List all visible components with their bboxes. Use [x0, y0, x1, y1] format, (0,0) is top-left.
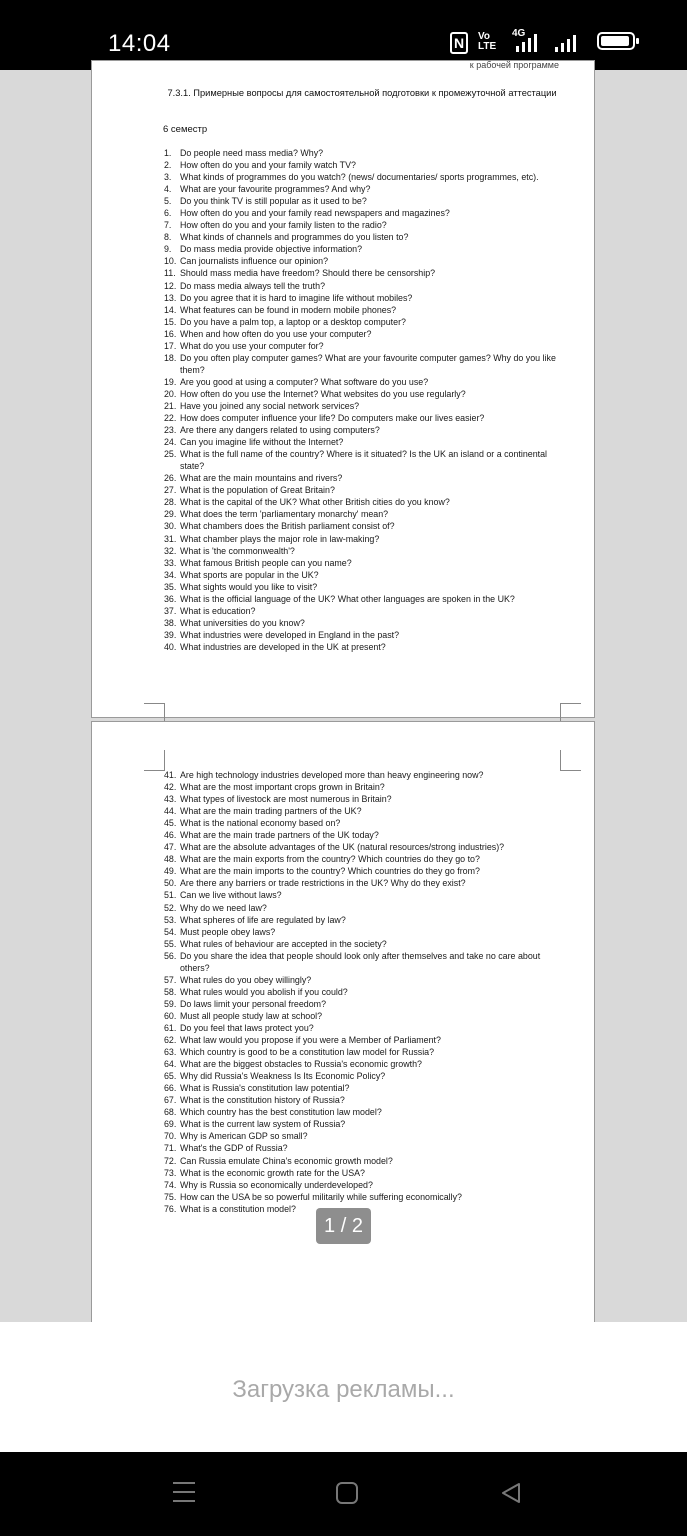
question-text: What is 'the commonwealth'?	[180, 545, 295, 556]
question-number: 27.	[164, 485, 177, 496]
question-number: 12.	[164, 280, 177, 291]
network-type-label: 4G	[512, 28, 526, 39]
question-text: What spheres of life are regulated by law?	[180, 914, 346, 925]
question-text: Are high technology industries developed more than heavy engineering now?	[180, 770, 484, 780]
question-number: 46.	[164, 830, 177, 841]
question-number: 8.	[164, 232, 172, 243]
question-item	[164, 352, 560, 376]
question-text: What is the population of Great Britain?	[180, 485, 335, 496]
question-text: How often do you and your family read newspapers and magazines?	[180, 208, 450, 219]
question-text: What are the main imports to the country? Which countries do they go from?	[180, 866, 480, 877]
question-text: What famous British people can you name?	[180, 557, 352, 568]
question-text: How often do you use the Internet? What websites do you use regularly?	[180, 388, 466, 399]
question-text: Do you have a palm top, a laptop or a desktop computer?	[180, 316, 406, 327]
nfc-icon: N	[450, 32, 468, 54]
question-text: What's the GDP of Russia?	[180, 1143, 288, 1154]
question-number: 56.	[164, 950, 177, 961]
question-item	[164, 171, 560, 183]
question-item	[164, 865, 560, 877]
question-item	[164, 1022, 560, 1034]
question-text: Which country is good to be a constitution law model for Russia?	[180, 1047, 435, 1058]
question-number: 73.	[164, 1167, 177, 1178]
question-item	[164, 328, 560, 340]
question-text: How often do you and your family listen to the radio?	[180, 220, 387, 231]
question-number: 16.	[164, 328, 177, 339]
question-number: 62.	[164, 1035, 177, 1046]
question-text: Can you imagine life without the Internet?	[180, 437, 344, 448]
question-text: Have you joined any social network services?	[180, 400, 360, 411]
question-text: How can the USA be so powerful militarily while suffering economically?	[180, 1191, 462, 1202]
question-number: 60.	[164, 1010, 177, 1021]
question-number: 34.	[164, 569, 177, 580]
question-item	[164, 231, 560, 243]
question-text: What rules do you obey willingly?	[180, 974, 312, 985]
question-number: 7.	[164, 220, 172, 231]
question-text: Which country has the best constitution law model?	[180, 1107, 382, 1118]
question-text: What are the most important crops grown in Britain?	[180, 782, 385, 793]
question-item	[164, 889, 560, 901]
question-number: 19.	[164, 376, 177, 387]
document-viewer[interactable]	[0, 60, 687, 1322]
question-number: 57.	[164, 974, 177, 985]
question-item	[164, 1046, 560, 1058]
question-number: 18.	[164, 352, 177, 363]
question-text: What is the constitution history of Russia?	[180, 1095, 345, 1106]
question-text: What kinds of programmes do you watch? (news/ documentaries/ sports programmes, etc).	[180, 172, 539, 183]
question-text: What are the main trade partners of the UK today?	[180, 830, 379, 841]
ad-banner[interactable]	[0, 1322, 687, 1452]
question-text: What is Russia's constitution law potential?	[180, 1083, 350, 1094]
question-text: Why do we need law?	[180, 902, 267, 913]
question-number: 17.	[164, 340, 177, 351]
question-text: What chambers does the British parliament consist of?	[180, 521, 395, 532]
question-text: What are the main exports from the country? Which countries do they go to?	[180, 854, 480, 865]
question-item	[164, 412, 560, 424]
question-item	[164, 817, 560, 829]
question-text: Why did Russia's Weakness Is Its Economic Policy?	[180, 1071, 386, 1082]
question-item	[164, 1106, 560, 1118]
question-text: Can Russia emulate China's economic growth model?	[180, 1155, 393, 1166]
question-item	[164, 545, 560, 557]
question-item	[164, 292, 560, 304]
question-item	[164, 877, 560, 889]
question-text: What is education?	[180, 605, 256, 616]
question-item	[164, 304, 560, 316]
question-text: What sights would you like to visit?	[180, 581, 318, 592]
question-item	[164, 926, 560, 938]
question-text: What is the official language of the UK? What other languages are spoken in the UK?	[180, 593, 515, 604]
question-item	[164, 629, 560, 641]
question-text: Can journalists influence our opinion?	[180, 256, 329, 267]
page-corner-mark	[144, 750, 165, 771]
question-number: 31.	[164, 533, 177, 544]
question-number: 36.	[164, 593, 177, 604]
question-text: Are there any dangers related to using computers?	[180, 425, 380, 436]
question-number: 59.	[164, 998, 177, 1009]
question-number: 13.	[164, 292, 177, 303]
question-number: 33.	[164, 557, 177, 568]
question-item	[164, 520, 560, 532]
question-number: 75.	[164, 1191, 177, 1202]
question-number: 65.	[164, 1071, 177, 1082]
question-text: How does computer influence your life? Do computers make our lives easier?	[180, 413, 485, 424]
question-text: Can we live without laws?	[180, 890, 282, 901]
question-item	[164, 183, 560, 195]
home-icon[interactable]	[336, 1482, 358, 1504]
question-text: Do you think TV is still popular as it used to be?	[180, 196, 367, 207]
question-number: 66.	[164, 1083, 177, 1094]
question-text: When and how often do you use your computer?	[180, 328, 372, 339]
question-item	[164, 255, 560, 267]
ad-loading-text: Загрузка рекламы...	[232, 1376, 455, 1403]
question-number: 43.	[164, 794, 177, 805]
question-item	[164, 1070, 560, 1082]
question-number: 69.	[164, 1119, 177, 1130]
question-text: What is the capital of the UK? What other British cities do you know?	[180, 497, 450, 508]
question-number: 1.	[164, 148, 172, 158]
question-text: What types of livestock are most numerous in Britain?	[180, 794, 392, 805]
question-text: Why is Russia so economically underdeveloped?	[180, 1179, 373, 1190]
question-number: 20.	[164, 388, 177, 399]
question-number: 40.	[164, 641, 177, 652]
question-text: What is a constitution model?	[180, 1203, 296, 1214]
question-text: What is the national economy based on?	[180, 818, 341, 829]
question-item	[164, 641, 560, 653]
question-number: 68.	[164, 1107, 177, 1118]
question-number: 29.	[164, 509, 177, 520]
question-number: 9.	[164, 244, 172, 255]
question-text: Do people need mass media? Why?	[180, 148, 324, 158]
question-text: What are your favourite programmes? And why?	[180, 184, 371, 195]
question-number: 37.	[164, 605, 177, 616]
question-number: 51.	[164, 890, 177, 901]
question-number: 64.	[164, 1059, 177, 1070]
question-text: What features can be found in modern mobile phones?	[180, 304, 397, 315]
question-item	[164, 605, 560, 617]
question-item	[164, 1082, 560, 1094]
question-text: Do you agree that it is hard to imagine life without mobiles?	[180, 292, 413, 303]
question-item	[164, 1094, 560, 1106]
question-number: 26.	[164, 473, 177, 484]
question-text: What are the main trading partners of the UK?	[180, 806, 362, 817]
question-item	[164, 938, 560, 950]
question-number: 48.	[164, 854, 177, 865]
question-text: Do you feel that laws protect you?	[180, 1022, 314, 1033]
question-item	[164, 593, 560, 605]
question-number: 6.	[164, 208, 172, 219]
question-number: 11.	[164, 268, 176, 279]
question-number: 61.	[164, 1022, 177, 1033]
question-item	[164, 400, 560, 412]
question-number: 72.	[164, 1155, 177, 1166]
question-text: What industries were developed in England in the past?	[180, 629, 400, 640]
question-item	[164, 376, 560, 388]
page-header: к рабочей программе	[469, 60, 559, 70]
question-number: 10.	[164, 256, 177, 267]
question-item	[164, 1191, 560, 1203]
question-number: 54.	[164, 926, 177, 937]
question-text: What are the biggest obstacles to Russia's economic growth?	[180, 1059, 422, 1070]
question-number: 25.	[164, 449, 177, 460]
question-item	[164, 219, 560, 231]
question-number: 53.	[164, 914, 177, 925]
question-item	[164, 316, 560, 328]
question-number: 76.	[164, 1203, 177, 1214]
question-number: 3.	[164, 172, 172, 183]
question-item	[164, 974, 560, 986]
question-list	[164, 147, 560, 653]
question-text: Must all people study law at school?	[180, 1010, 323, 1021]
question-text: What law would you propose if you were a Member of Parliament?	[180, 1035, 441, 1046]
question-number: 42.	[164, 782, 177, 793]
question-item	[164, 1130, 560, 1142]
question-text: What rules would you abolish if you could?	[180, 986, 348, 997]
question-item	[164, 484, 560, 496]
question-number: 47.	[164, 842, 177, 853]
question-item	[164, 159, 560, 171]
question-item	[164, 1142, 560, 1154]
question-number: 71.	[164, 1143, 177, 1154]
question-item	[164, 1010, 560, 1022]
question-number: 22.	[164, 413, 177, 424]
question-item	[164, 280, 560, 292]
question-text: What is the economic growth rate for the USA?	[180, 1167, 365, 1178]
question-text: What is the full name of the country? Where is it situated? Is the UK an island or a continental state?	[180, 449, 548, 472]
question-item	[164, 1167, 560, 1179]
question-number: 39.	[164, 629, 177, 640]
question-item	[164, 496, 560, 508]
question-text: How often do you and your family watch TV?	[180, 160, 356, 171]
question-item	[164, 1118, 560, 1130]
question-number: 45.	[164, 818, 177, 829]
page-indicator: 1 / 2	[316, 1208, 371, 1244]
question-item	[164, 841, 560, 853]
question-number: 38.	[164, 617, 177, 628]
question-number: 24.	[164, 437, 177, 448]
question-item	[164, 914, 560, 926]
question-item	[164, 207, 560, 219]
question-number: 5.	[164, 196, 172, 207]
question-item	[164, 569, 560, 581]
question-text: What sports are popular in the UK?	[180, 569, 319, 580]
menu-icon[interactable]	[173, 1482, 195, 1502]
question-number: 32.	[164, 545, 177, 556]
question-number: 21.	[164, 400, 177, 411]
signal-icon	[555, 32, 576, 52]
question-number: 49.	[164, 866, 177, 877]
question-text: Do mass media provide objective information?	[180, 244, 363, 255]
question-number: 74.	[164, 1179, 177, 1190]
question-item	[164, 769, 560, 781]
question-item	[164, 902, 560, 914]
question-item	[164, 557, 560, 569]
semester-label: 6 семестр	[163, 124, 208, 135]
question-number: 41.	[164, 770, 177, 780]
question-item	[164, 195, 560, 207]
question-number: 15.	[164, 316, 177, 327]
question-text: What chamber plays the major role in law-making?	[180, 533, 380, 544]
battery-icon	[597, 32, 635, 50]
question-item	[164, 1179, 560, 1191]
question-item	[164, 533, 560, 545]
question-number: 44.	[164, 806, 177, 817]
question-number: 67.	[164, 1095, 177, 1106]
question-item	[164, 617, 560, 629]
question-text: Are there any barriers or trade restrictions in the UK? Why do they exist?	[180, 878, 466, 889]
question-number: 2.	[164, 160, 172, 171]
question-text: Why is American GDP so small?	[180, 1131, 308, 1142]
question-number: 50.	[164, 878, 177, 889]
question-text: What do you use your computer for?	[180, 340, 324, 351]
question-item	[164, 424, 560, 436]
question-text: What kinds of channels and programmes do you listen to?	[180, 232, 409, 243]
question-item	[164, 340, 560, 352]
question-text: Do you share the idea that people should look only after themselves and take no care about others?	[180, 950, 541, 973]
status-time: 14:04	[108, 30, 171, 57]
question-text: What does the term 'parliamentary monarchy' mean?	[180, 509, 389, 520]
question-text: What rules of behaviour are accepted in the society?	[180, 938, 387, 949]
question-item	[164, 243, 560, 255]
question-item	[164, 829, 560, 841]
question-item	[164, 1034, 560, 1046]
volte-icon: Vo LTE	[478, 31, 497, 52]
navigation-bar	[0, 1452, 687, 1536]
question-item	[164, 436, 560, 448]
question-text: What is the current law system of Russia?	[180, 1119, 346, 1130]
question-item	[164, 998, 560, 1010]
question-item	[164, 805, 560, 817]
question-number: 70.	[164, 1131, 177, 1142]
question-number: 35.	[164, 581, 177, 592]
question-item	[164, 781, 560, 793]
question-item	[164, 853, 560, 865]
question-item	[164, 472, 560, 484]
question-item	[164, 986, 560, 998]
question-text: What universities do you know?	[180, 617, 305, 628]
question-text: Should mass media have freedom? Should there be censorship?	[180, 268, 436, 279]
question-item	[164, 267, 560, 279]
question-list	[164, 769, 560, 1215]
question-text: Do you often play computer games? What are your favourite computer games? Why do you like them?	[180, 352, 556, 375]
question-text: What are the main mountains and rivers?	[180, 473, 343, 484]
question-number: 30.	[164, 521, 177, 532]
question-text: Must people obey laws?	[180, 926, 276, 937]
question-number: 63.	[164, 1047, 177, 1058]
question-text: Are you good at using a computer? What software do you use?	[180, 376, 429, 387]
back-icon[interactable]	[500, 1482, 522, 1504]
question-number: 55.	[164, 938, 177, 949]
question-item	[164, 1058, 560, 1070]
question-number: 58.	[164, 986, 177, 997]
question-number: 14.	[164, 304, 177, 315]
document-page-1	[91, 60, 595, 718]
question-number: 52.	[164, 902, 177, 913]
question-item	[164, 147, 560, 159]
question-text: What are the absolute advantages of the UK (natural resources/strong industries)?	[180, 842, 505, 853]
question-number: 23.	[164, 425, 177, 436]
question-item	[164, 950, 560, 974]
section-title: 7.3.1. Примерные вопросы для самостоятельной подготовки к промежуточной аттестации	[167, 88, 557, 98]
question-item	[164, 793, 560, 805]
question-number: 28.	[164, 497, 177, 508]
question-item	[164, 1155, 560, 1167]
question-number: 4.	[164, 184, 172, 195]
question-text: Do mass media always tell the truth?	[180, 280, 326, 291]
question-item	[164, 448, 560, 472]
question-item	[164, 581, 560, 593]
question-text: What industries are developed in the UK at present?	[180, 641, 386, 652]
question-text: Do laws limit your personal freedom?	[180, 998, 327, 1009]
page-corner-mark	[560, 750, 581, 771]
question-item	[164, 508, 560, 520]
question-item	[164, 388, 560, 400]
